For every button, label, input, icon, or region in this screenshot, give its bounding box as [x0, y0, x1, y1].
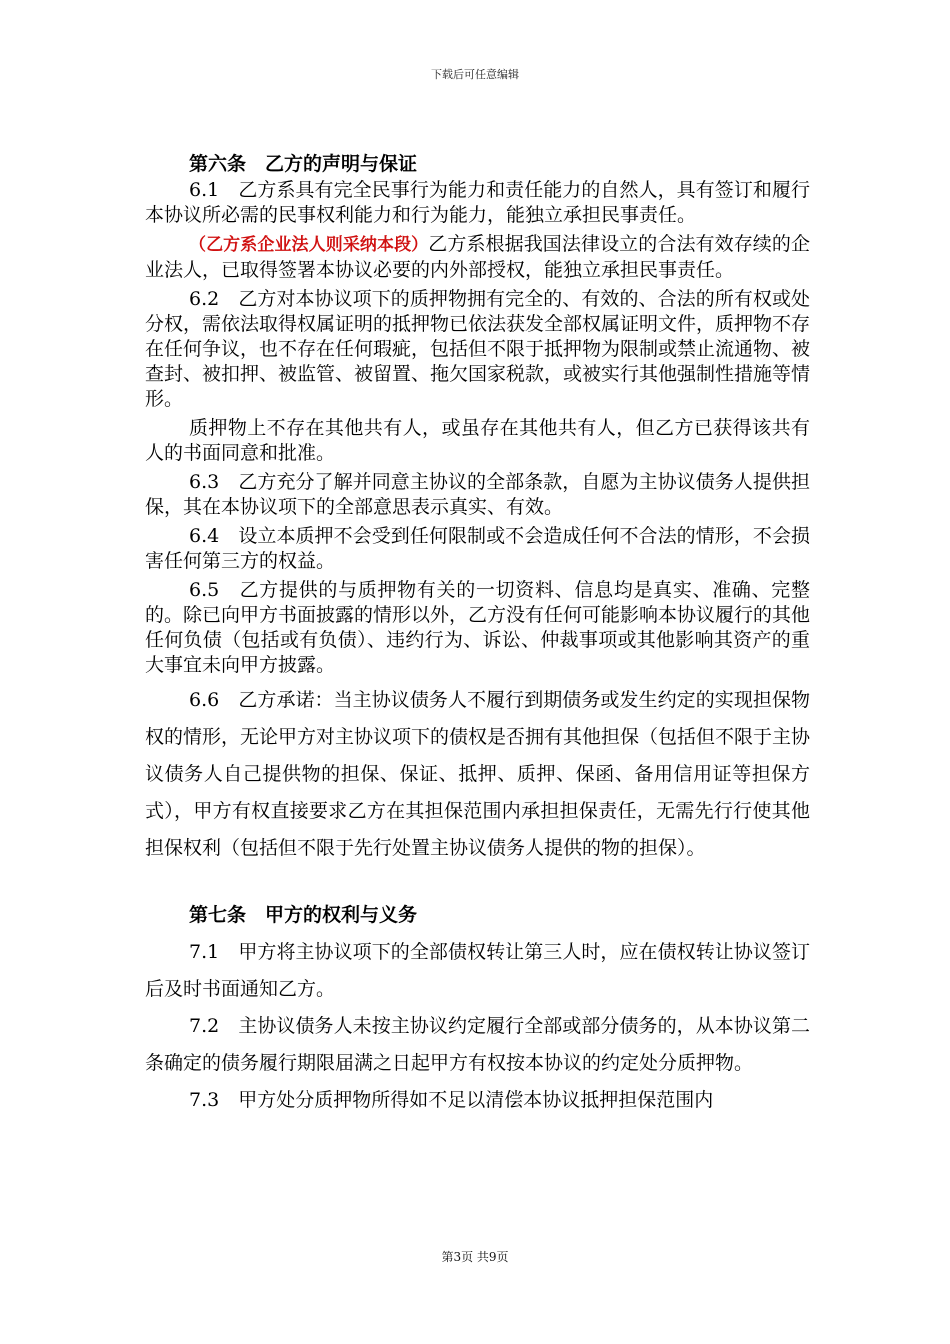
paragraph-6-2: 6.2 乙方对本协议项下的质押物拥有完全的、有效的、合法的所有权或处分权，需依法取得权属证明的抵押物已依法获发全部权属证明文件，质押物不存在任何争议，也不存在任何瑕疵，包括但不限于抵押物为限制或禁止流通物、被查封、被扣押、被监管、被留置、拖欠国家税款，或被实行其他强制性措施等情形。: [145, 288, 811, 410]
paragraph-6-3: 6.3 乙方充分了解并同意主协议的全部条款，自愿为主协议债务人提供担保，其在本协议项下的全部意思表示真实、有效。: [145, 471, 810, 518]
document-body: [145, 150, 810, 1119]
section-6-title: 第六条 乙方的声明与保证: [189, 153, 418, 175]
page-footer: 第3页 共9页: [441, 1250, 509, 1264]
section-7: [145, 897, 810, 1119]
alt-clause-text: 乙方系根据我国法律设立的合法有效存续的企业法人，已取得签署本协议必要的内外部授权，能独立承担民事责任。: [145, 233, 810, 281]
paragraph-6-4: 6.4 设立本质押不会受到任何限制或不会造成任何不合法的情形，不会损害任何第三方的权益。: [145, 525, 810, 572]
paragraph-6-6: 6.6 乙方承诺：当主协议债务人不履行到期债务或发生约定的实现担保物权的情形，无论甲方对主协议项下的债权是否拥有其他担保（包括但不限于主协议债务人自己提供物的担保、保证、抵押、质押、保函、备用信用证等担保方式），甲方有权直接要求乙方在其担保范围内承担担保责任，无需先行行使其他担保权利（包括但不限于先行处置主协议债务人提供的物的担保）。: [145, 689, 811, 859]
page-header: 下载后可任意编辑: [431, 68, 519, 81]
paragraph-7-2: 7.2 主协议债务人未按主协议约定履行全部或部分债务的，从本协议第二条确定的债务履行期限届满之日起甲方有权按本协议的约定处分质押物。: [145, 1015, 810, 1074]
paragraph-6-5: 6.5 乙方提供的与质押物有关的一切资料、信息均是真实、准确、完整的。除已向甲方书面披露的情形以外，乙方没有任何可能影响本协议履行的其他任何负债（包括或有负债）、违约行为、诉讼、仲裁事项或其他影响其资产的重大事宜未向甲方披露。: [145, 579, 811, 676]
paragraph-6-1: 6.1 乙方系具有完全民事行为能力和责任能力的自然人，具有签订和履行本协议所必需的民事权利能力和行为能力，能独立承担民事责任。: [145, 179, 810, 226]
paragraph-6-1-alt: [145, 232, 810, 283]
paragraph-7-3: 7.3 甲方处分质押物所得如不足以清偿本协议抵押担保范围内: [189, 1089, 714, 1111]
paragraph-6-2-coowner: 质押物上不存在其他共有人，或虽存在其他共有人，但乙方已获得该共有人的书面同意和批准。: [145, 417, 810, 464]
section-7-title: 第七条 甲方的权利与义务: [189, 904, 418, 926]
alt-clause-note: （乙方系企业法人则采纳本段）: [189, 235, 429, 255]
paragraph-7-1: 7.1 甲方将主协议项下的全部债权转让第三人时，应在债权转让协议签订后及时书面通知乙方。: [145, 941, 810, 1000]
